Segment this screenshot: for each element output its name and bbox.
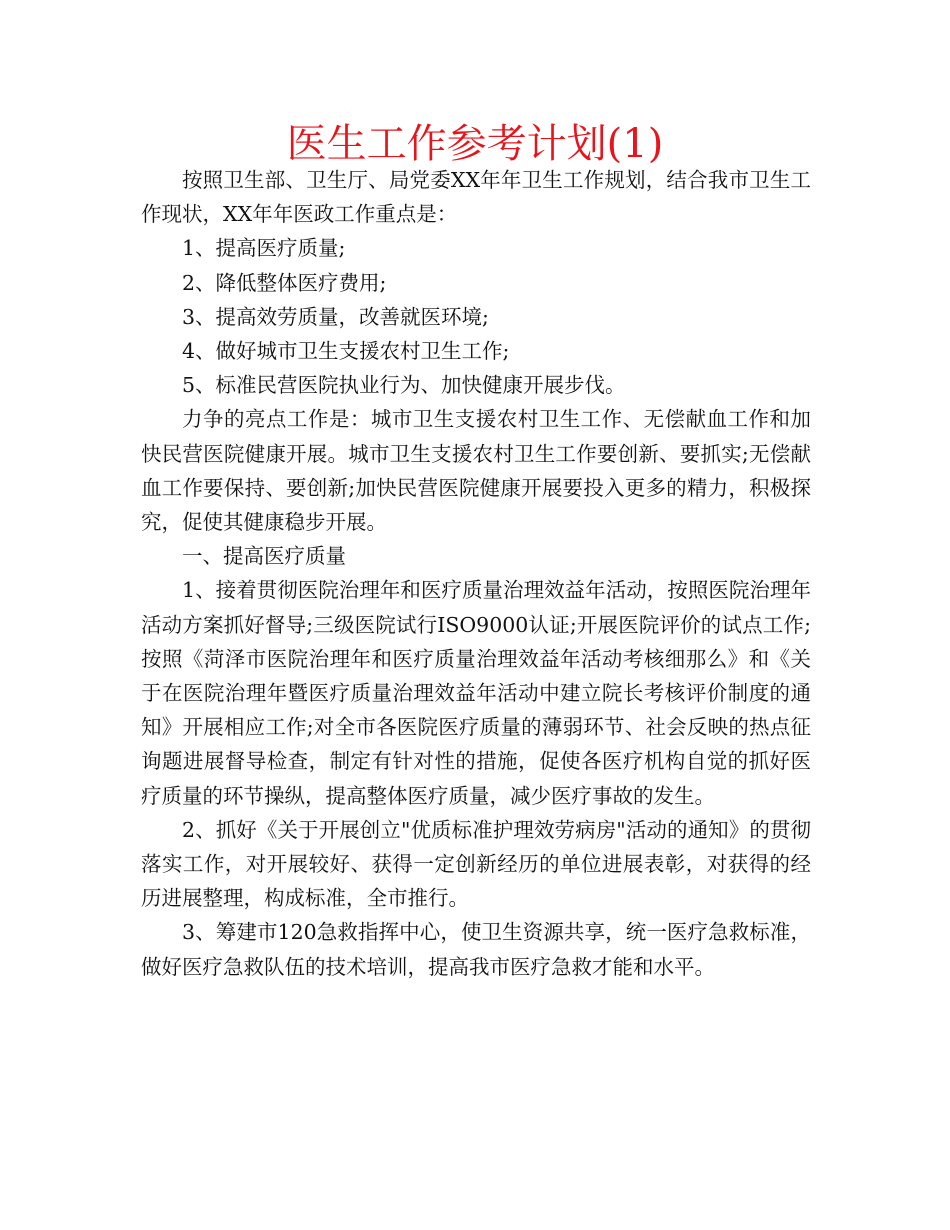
list-item: 2、降低整体医疗费用; — [182, 270, 387, 295]
paragraph-item: 1、接着贯彻医院治理年和医疗质量治理效益年活动，按照医院治理年活动方案抓好督导;三级医院试行ISO9000认证;开展医院评价的试点工作;按照《菏泽市医院治理年和医疗质量治理效益年活动考核细那么》和《关于在医院治理年暨医疗质量治理效益年活动中建立院长考核评价制度的通知》开展相应工作;对全市各医院医疗质量的薄弱环节、社会反映的热点征询题进展督导检查，制定有针对性的措施，促使各医疗机构自觉的抓好医疗质量的环节操纵，提高整体医疗质量，减少医疗事故的发生。 — [141, 578, 811, 808]
list-item: 4、做好城市卫生支援农村卫生工作; — [182, 339, 510, 364]
document-title: 医生工作参考计划(1) — [286, 121, 664, 167]
list-item: 1、提高医疗质量; — [182, 236, 346, 261]
paragraph-intro: 按照卫生部、卫生厅、局党委XX年年卫生工作规划，结合我市卫生工作现状，XX年年医政工作重点是： — [141, 168, 811, 227]
document-body — [141, 163, 811, 984]
list-item: 3、提高效劳质量，改善就医环境; — [182, 304, 489, 329]
section-heading: 一、提高医疗质量 — [182, 544, 346, 569]
paragraph-item: 3、筹建市120急救指挥中心，使卫生资源共享，统一医疗急救标准，做好医疗急救队伍的技术培训，提高我市医疗急救才能和水平。 — [141, 920, 811, 979]
list-item: 5、标准民营医院执业行为、加快健康开展步伐。 — [182, 373, 626, 398]
paragraph-highlights: 力争的亮点工作是：城市卫生支援农村卫生工作、无偿献血工作和加快民营医院健康开展。城市卫生支援农村卫生工作要创新、要抓实;无偿献血工作要保持、要创新;加快民营医院健康开展要投入更多的精力，积极探究，促使其健康稳步开展。 — [141, 407, 811, 535]
paragraph-item: 2、抓好《关于开展创立"优质标准护理效劳病房"活动的通知》的贯彻落实工作，对开展较好、获得一定创新经历的单位进展表彰，对获得的经历进展整理，构成标准，全市推行。 — [141, 817, 811, 911]
